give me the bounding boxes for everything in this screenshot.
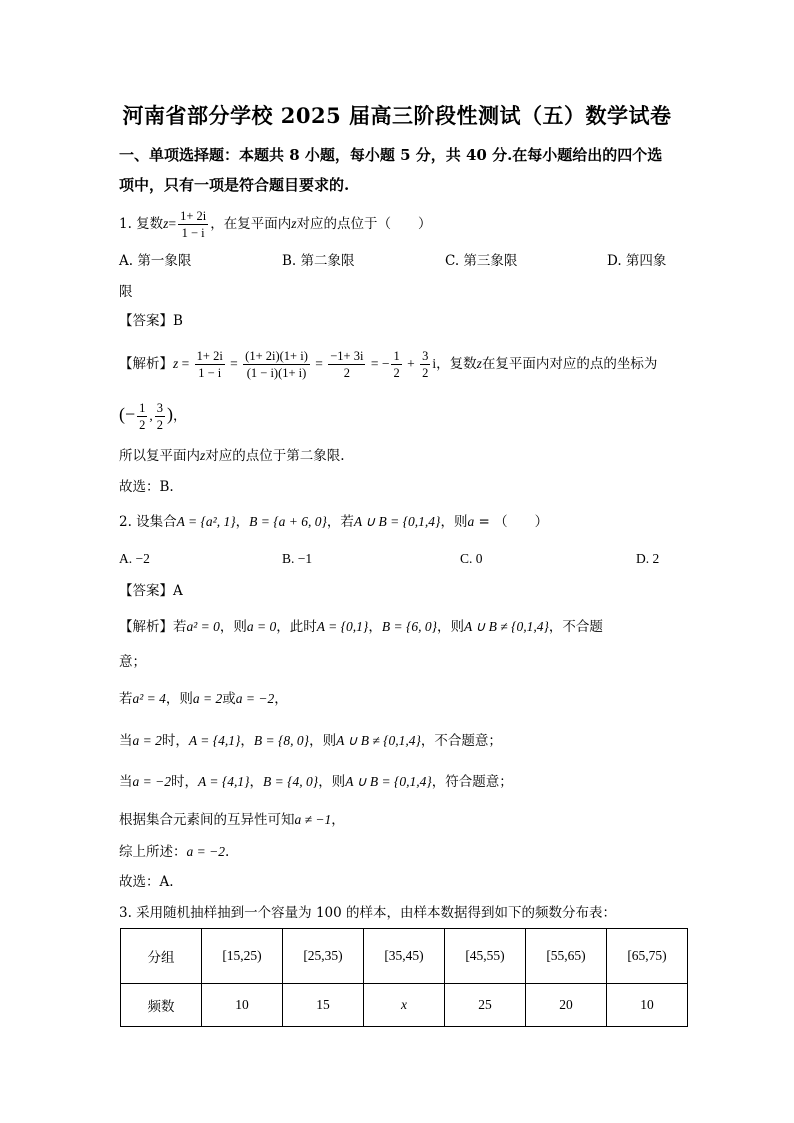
table-cell: 10 <box>607 984 688 1027</box>
q2-analysis-line2: 意； <box>119 654 146 670</box>
q2-answer: 【答案】A <box>119 583 183 599</box>
q1-option-d: D. 第四象 <box>607 253 667 269</box>
q1-choice: 故选：B. <box>119 479 174 495</box>
q2-analysis-line3: 若a² = 4，则a = 2或a = −2， <box>119 691 288 707</box>
q1-option-c: C. 第三象限 <box>445 253 518 269</box>
table-cell: [35,45) <box>364 929 445 984</box>
q2-analysis-line7: 综上所述：a = −2. <box>119 844 230 860</box>
table-cell: 分组 <box>121 929 202 984</box>
table-cell: [25,35) <box>283 929 364 984</box>
q1-answer: 【答案】B <box>119 313 183 329</box>
exam-title: 河南省部分学校 2025 届高三阶段性测试（五）数学试卷 <box>122 103 672 128</box>
section-heading-line1: 一、单项选择题：本题共 8 小题，每小题 5 分，共 40 分.在每小题给出的四个选 <box>119 146 663 164</box>
table-row <box>121 984 688 1027</box>
q1-fraction: $\frac{1+ 2i}{1 - i}$ <box>180 209 207 240</box>
q2-option-a: A. −2 <box>119 551 150 566</box>
frequency-table <box>120 928 688 1027</box>
q2-option-c: C. 0 <box>460 551 483 566</box>
q3-stem: 3. 采用随机抽样抽到一个容量为 100 的样本，由样本数据得到如下的频数分布表： <box>119 905 617 921</box>
q2-option-b: B. −1 <box>282 551 313 566</box>
q1-stem: 1. 复数z= $\frac{1+ 2i}{1 - i}$ ，在复平面内z对应的点位于（ ） <box>119 209 432 240</box>
q2-option-d: D. 2 <box>636 551 660 566</box>
q1-analysis: 【解析】z = $\frac{1+ 2i}{1 - i}$ = $\frac{(1+ 2i)(1+ i)}{(1 - i)(1+ i)}$ = $\frac{-1+ 3i}{2}$ = − $\frac{1}{2}$ + $\frac{3}{2}$ i，复数z在复平面内对应的点的坐标为 <box>119 349 658 380</box>
table-cell: [55,65) <box>526 929 607 984</box>
table-cell: [45,55) <box>445 929 526 984</box>
q1-option-a: A. 第一象限 <box>119 253 192 269</box>
q1-conclusion: 所以复平面内z对应的点位于第二象限. <box>119 448 345 464</box>
section-heading <box>119 140 679 200</box>
q1-coordinate: (− $\frac{1}{2}$ , $\frac{3}{2}$ )， <box>119 401 187 432</box>
table-cell: 频数 <box>121 984 202 1027</box>
section-heading-line2: 项中，只有一项是符合题目要求的. <box>119 176 350 194</box>
table-cell: 20 <box>526 984 607 1027</box>
q2-analysis-line6: 根据集合元素间的互异性可知a ≠ −1， <box>119 812 345 828</box>
table-cell: x <box>364 984 445 1027</box>
table-cell: 10 <box>202 984 283 1027</box>
q2-analysis-line4: 当a = 2时，A = {4,1}，B = {8, 0}，则A ∪ B ≠ {0,1,4}，不合题意； <box>119 733 502 749</box>
q1-option-b: B. 第二象限 <box>282 253 355 269</box>
q2-stem: 2. 设集合A = {a², 1}，B = {a + 6, 0}，若A ∪ B = {0,1,4}，则a = （ ） <box>119 514 549 530</box>
q2-analysis-line1: 【解析】若a² = 0，则a = 0，此时A = {0,1}，B = {6, 0}，则A ∪ B ≠ {0,1,4}，不合题 <box>119 619 603 635</box>
table-row <box>121 929 688 984</box>
q2-analysis-line5: 当a = −2时，A = {4,1}，B = {4, 0}，则A ∪ B = {0,1,4}，符合题意； <box>119 774 513 790</box>
table-cell: 25 <box>445 984 526 1027</box>
q2-choice: 故选：A. <box>119 874 174 890</box>
q1-option-wrap: 限 <box>119 284 133 300</box>
table-cell: [65,75) <box>607 929 688 984</box>
table-cell: 15 <box>283 984 364 1027</box>
table-cell: [15,25) <box>202 929 283 984</box>
